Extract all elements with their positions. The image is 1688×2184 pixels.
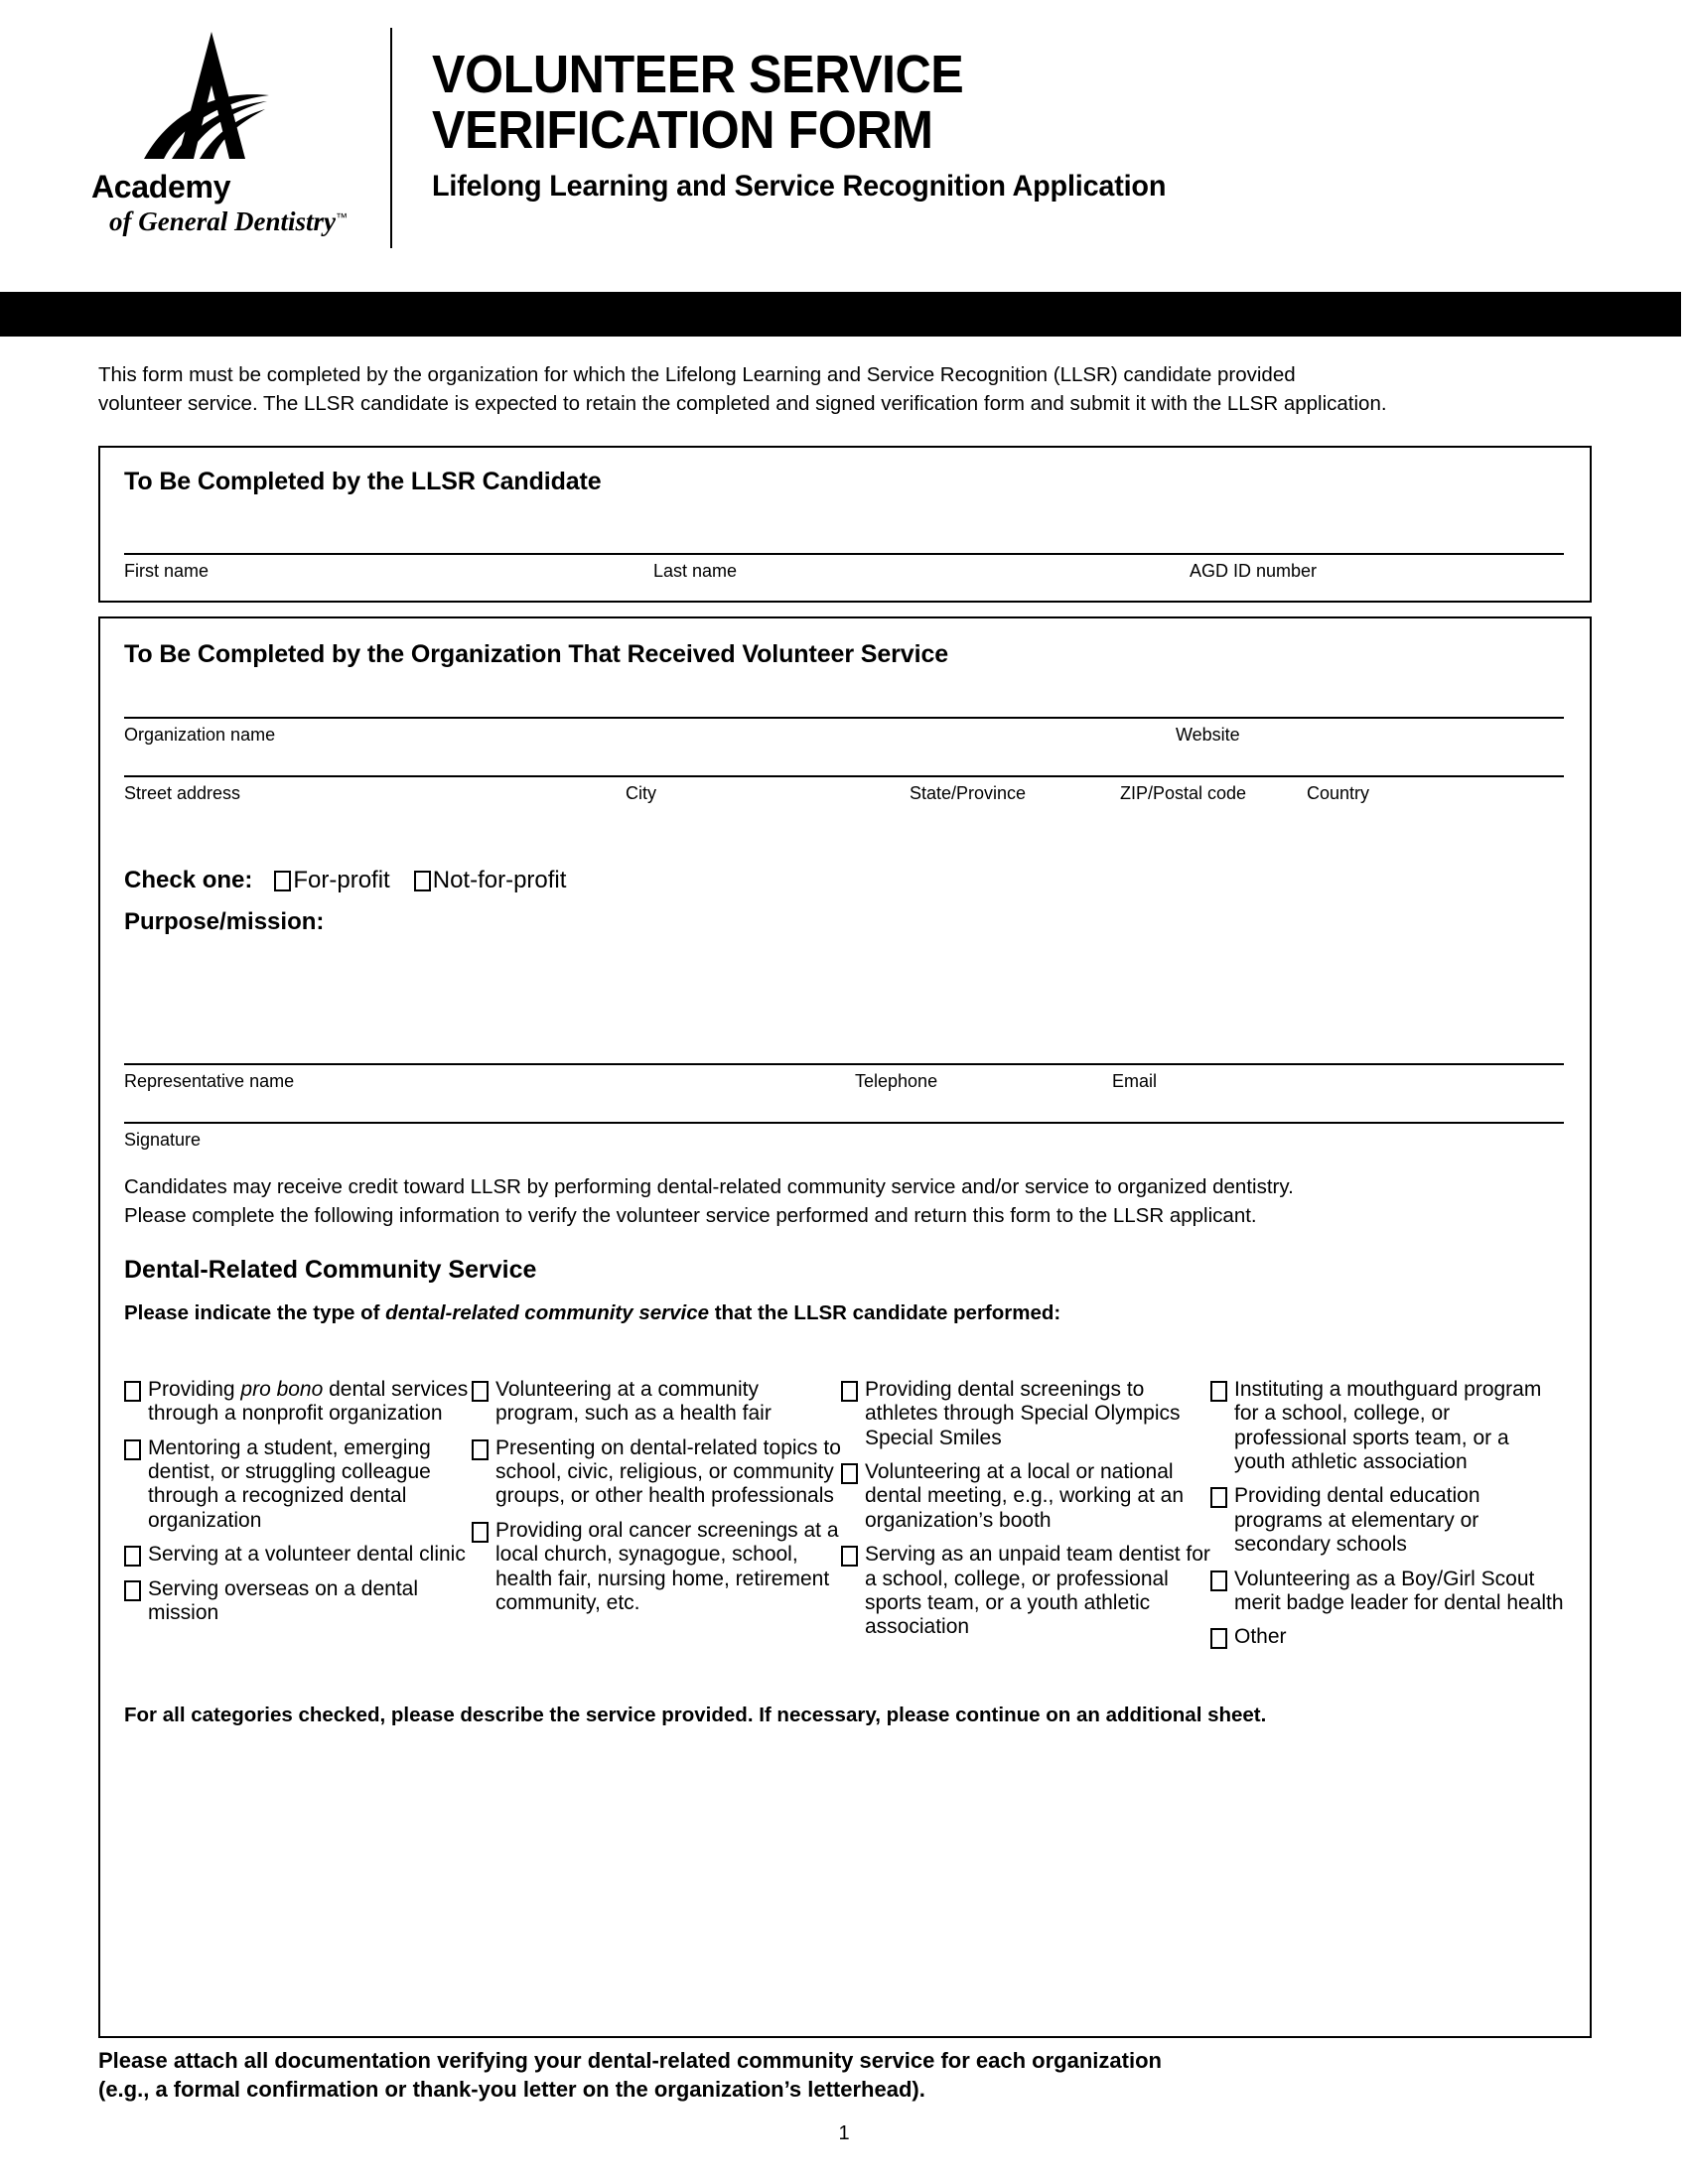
checkbox-scout-merit-badge-leader[interactable] — [1210, 1570, 1227, 1591]
checkbox-dental-meeting-volunteer[interactable] — [841, 1463, 858, 1484]
credit-paragraph — [124, 1172, 1564, 1230]
list-item[interactable] — [841, 1543, 1210, 1639]
list-item[interactable] — [124, 1577, 472, 1626]
checkbox-overseas-dental-mission[interactable] — [124, 1580, 141, 1601]
checkbox-pro-bono-services[interactable] — [124, 1381, 141, 1402]
credit-paragraph-line-2: Please complete the following information to verify the volunteer service performed and return this form to the LLSR applicant. — [124, 1204, 1257, 1228]
checkbox-dental-education-programs[interactable] — [1210, 1487, 1227, 1508]
attachment-instruction-line-1: Please attach all documentation verifying your dental-related community service for each organization — [98, 2048, 1162, 2073]
list-item[interactable] — [124, 1543, 472, 1567]
checklist-column-1 — [124, 1378, 472, 1660]
checkbox-label: Serving overseas on a dental mission — [148, 1576, 419, 1624]
checkbox-oral-cancer-screenings[interactable] — [472, 1522, 489, 1543]
credit-paragraph-line-1: Candidates may receive credit toward LLSR by performing dental-related community service and/or service to organized dentistry. — [124, 1175, 1294, 1198]
check-one-label: Check one: — [124, 867, 253, 893]
list-item[interactable] — [1210, 1568, 1564, 1616]
agd-id-number-label: AGD ID number — [1190, 561, 1318, 581]
candidate-section-heading: To Be Completed by the LLSR Candidate — [124, 468, 602, 495]
form-header — [0, 0, 1688, 292]
checkbox-label: Instituting a mouthguard program for a school, college, or professional sports team, or a youth athletic association — [1234, 1378, 1542, 1474]
logo-academy-text: Academy — [91, 169, 231, 205]
for-profit-label: For-profit — [293, 867, 390, 893]
checklist-column-4 — [1210, 1378, 1564, 1660]
llsr-candidate-section — [98, 446, 1592, 603]
describe-service-instruction: For all categories checked, please describe the service provided. If necessary, please continue on an additional sheet. — [124, 1704, 1267, 1726]
checkbox-label: Mentoring a student, emerging dentist, or struggling colleague through a recognized dental organization — [148, 1435, 431, 1532]
zip-postal-code-label: ZIP/Postal code — [1120, 783, 1247, 803]
checkbox-label: Volunteering as a Boy/Girl Scout merit badge leader for dental health — [1234, 1567, 1564, 1614]
checklist-column-2 — [472, 1378, 841, 1660]
not-for-profit-label: Not-for-profit — [432, 867, 567, 893]
indicate-prefix: Please indicate the type of — [124, 1301, 386, 1324]
service-type-checklist — [124, 1378, 1564, 1660]
representative-rule — [124, 1063, 1564, 1065]
checkbox-label: Providing dental screenings to athletes through Special Olympics Special Smiles — [865, 1378, 1181, 1449]
representative-name-label: Representative name — [124, 1071, 295, 1091]
checkbox-label: Other — [1234, 1625, 1287, 1649]
first-name-label: First name — [124, 561, 210, 581]
profit-status-row — [124, 867, 590, 894]
logo-subtitle-label: of General Dentistry — [109, 206, 336, 236]
list-item[interactable] — [1210, 1625, 1564, 1649]
checkbox-label: Serving as an unpaid team dentist for a school, college, or professional sports team, or a youth athletic association — [865, 1543, 1210, 1639]
organization-name-label: Organization name — [124, 725, 276, 745]
for-profit-option[interactable] — [274, 867, 389, 894]
checkbox-other[interactable] — [1210, 1628, 1227, 1649]
intro-line-2: volunteer service. The LLSR candidate is expected to retain the completed and signed verification form and submit it with the LLSR application. — [98, 392, 1387, 416]
indicate-emphasis: dental-related community service — [385, 1301, 710, 1324]
checkbox-mouthguard-program[interactable] — [1210, 1381, 1227, 1402]
list-item[interactable] — [1210, 1378, 1564, 1474]
signature-rule — [124, 1122, 1564, 1124]
candidate-field-rule — [124, 553, 1564, 555]
telephone-label: Telephone — [855, 1071, 938, 1091]
address-rule — [124, 775, 1564, 777]
organization-section-heading: To Be Completed by the Organization That Received Volunteer Service — [124, 640, 949, 668]
list-item[interactable] — [472, 1378, 841, 1427]
logo-subtitle-text — [109, 208, 348, 235]
attachment-instruction — [98, 2046, 1538, 2104]
header-black-bar — [0, 292, 1681, 337]
checkbox-label: Providing oral cancer screenings at a local church, synagogue, school, health fair, nursing home, retirement community, etc. — [495, 1518, 839, 1614]
signature-label: Signature — [124, 1130, 202, 1150]
checkbox-label: Serving at a volunteer dental clinic — [148, 1543, 466, 1567]
dental-related-community-service-heading: Dental-Related Community Service — [124, 1256, 537, 1284]
checkbox-presenting-dental-topics[interactable] — [472, 1439, 489, 1460]
checklist-column-3 — [841, 1378, 1210, 1660]
purpose-mission-input-area[interactable] — [124, 942, 1564, 1061]
purpose-mission-label: Purpose/mission: — [124, 908, 325, 935]
agd-logo-block — [87, 30, 385, 258]
organization-section — [98, 616, 1592, 2038]
list-item[interactable] — [1210, 1484, 1564, 1557]
checkbox-label: Providing pro bono dental services through a nonprofit organization — [148, 1378, 469, 1426]
intro-line-1: This form must be completed by the organization for which the Lifelong Learning and Service Recognition (LLSR) candidate provided — [98, 363, 1296, 386]
list-item[interactable] — [472, 1436, 841, 1509]
organization-name-rule — [124, 717, 1564, 719]
not-for-profit-checkbox[interactable] — [414, 871, 431, 891]
agd-arch-logo-icon — [142, 30, 281, 164]
checkbox-unpaid-team-dentist[interactable] — [841, 1546, 858, 1567]
indicate-type-instruction — [124, 1301, 1060, 1325]
checkbox-label: Presenting on dental-related topics to school, civic, religious, or community groups, or other health professionals — [495, 1435, 841, 1508]
list-item[interactable] — [472, 1519, 841, 1615]
website-label: Website — [1176, 725, 1240, 745]
not-for-profit-option[interactable] — [414, 867, 567, 894]
checkbox-community-program[interactable] — [472, 1381, 489, 1402]
for-profit-checkbox[interactable] — [274, 871, 291, 891]
list-item[interactable] — [841, 1460, 1210, 1533]
indicate-suffix: that the LLSR candidate performed: — [709, 1301, 1061, 1324]
country-label: Country — [1307, 783, 1370, 803]
intro-paragraph — [98, 360, 1592, 418]
form-title-line-2: VERIFICATION FORM — [432, 99, 933, 160]
page-number: 1 — [838, 2122, 850, 2144]
header-vertical-divider — [390, 28, 392, 248]
attachment-instruction-line-2: (e.g., a formal confirmation or thank-you letter on the organization’s letterhead). — [98, 2077, 925, 2103]
trademark-symbol: ™ — [335, 210, 348, 224]
checkbox-special-olympics-screenings[interactable] — [841, 1381, 858, 1402]
checkbox-mentoring[interactable] — [124, 1439, 141, 1460]
checkbox-label: Providing dental education programs at elementary or secondary schools — [1234, 1484, 1480, 1557]
form-title-line-1: VOLUNTEER SERVICE — [432, 45, 964, 104]
form-subtitle: Lifelong Learning and Service Recognition Application — [432, 170, 1167, 204]
checkbox-label: Volunteering at a local or national dental meeting, e.g., working at an organization’s booth — [865, 1460, 1185, 1532]
form-title-block — [432, 45, 1623, 204]
city-label: City — [626, 783, 656, 803]
checkbox-label: Volunteering at a community program, such as a health fair — [495, 1378, 772, 1426]
email-label: Email — [1112, 1071, 1158, 1091]
last-name-label: Last name — [653, 561, 738, 581]
state-province-label: State/Province — [910, 783, 1027, 803]
service-description-input-area[interactable] — [124, 1738, 1564, 2016]
list-item[interactable] — [124, 1378, 472, 1427]
list-item[interactable] — [124, 1436, 472, 1533]
checkbox-volunteer-dental-clinic[interactable] — [124, 1546, 141, 1567]
list-item[interactable] — [841, 1378, 1210, 1450]
street-address-label: Street address — [124, 783, 241, 803]
